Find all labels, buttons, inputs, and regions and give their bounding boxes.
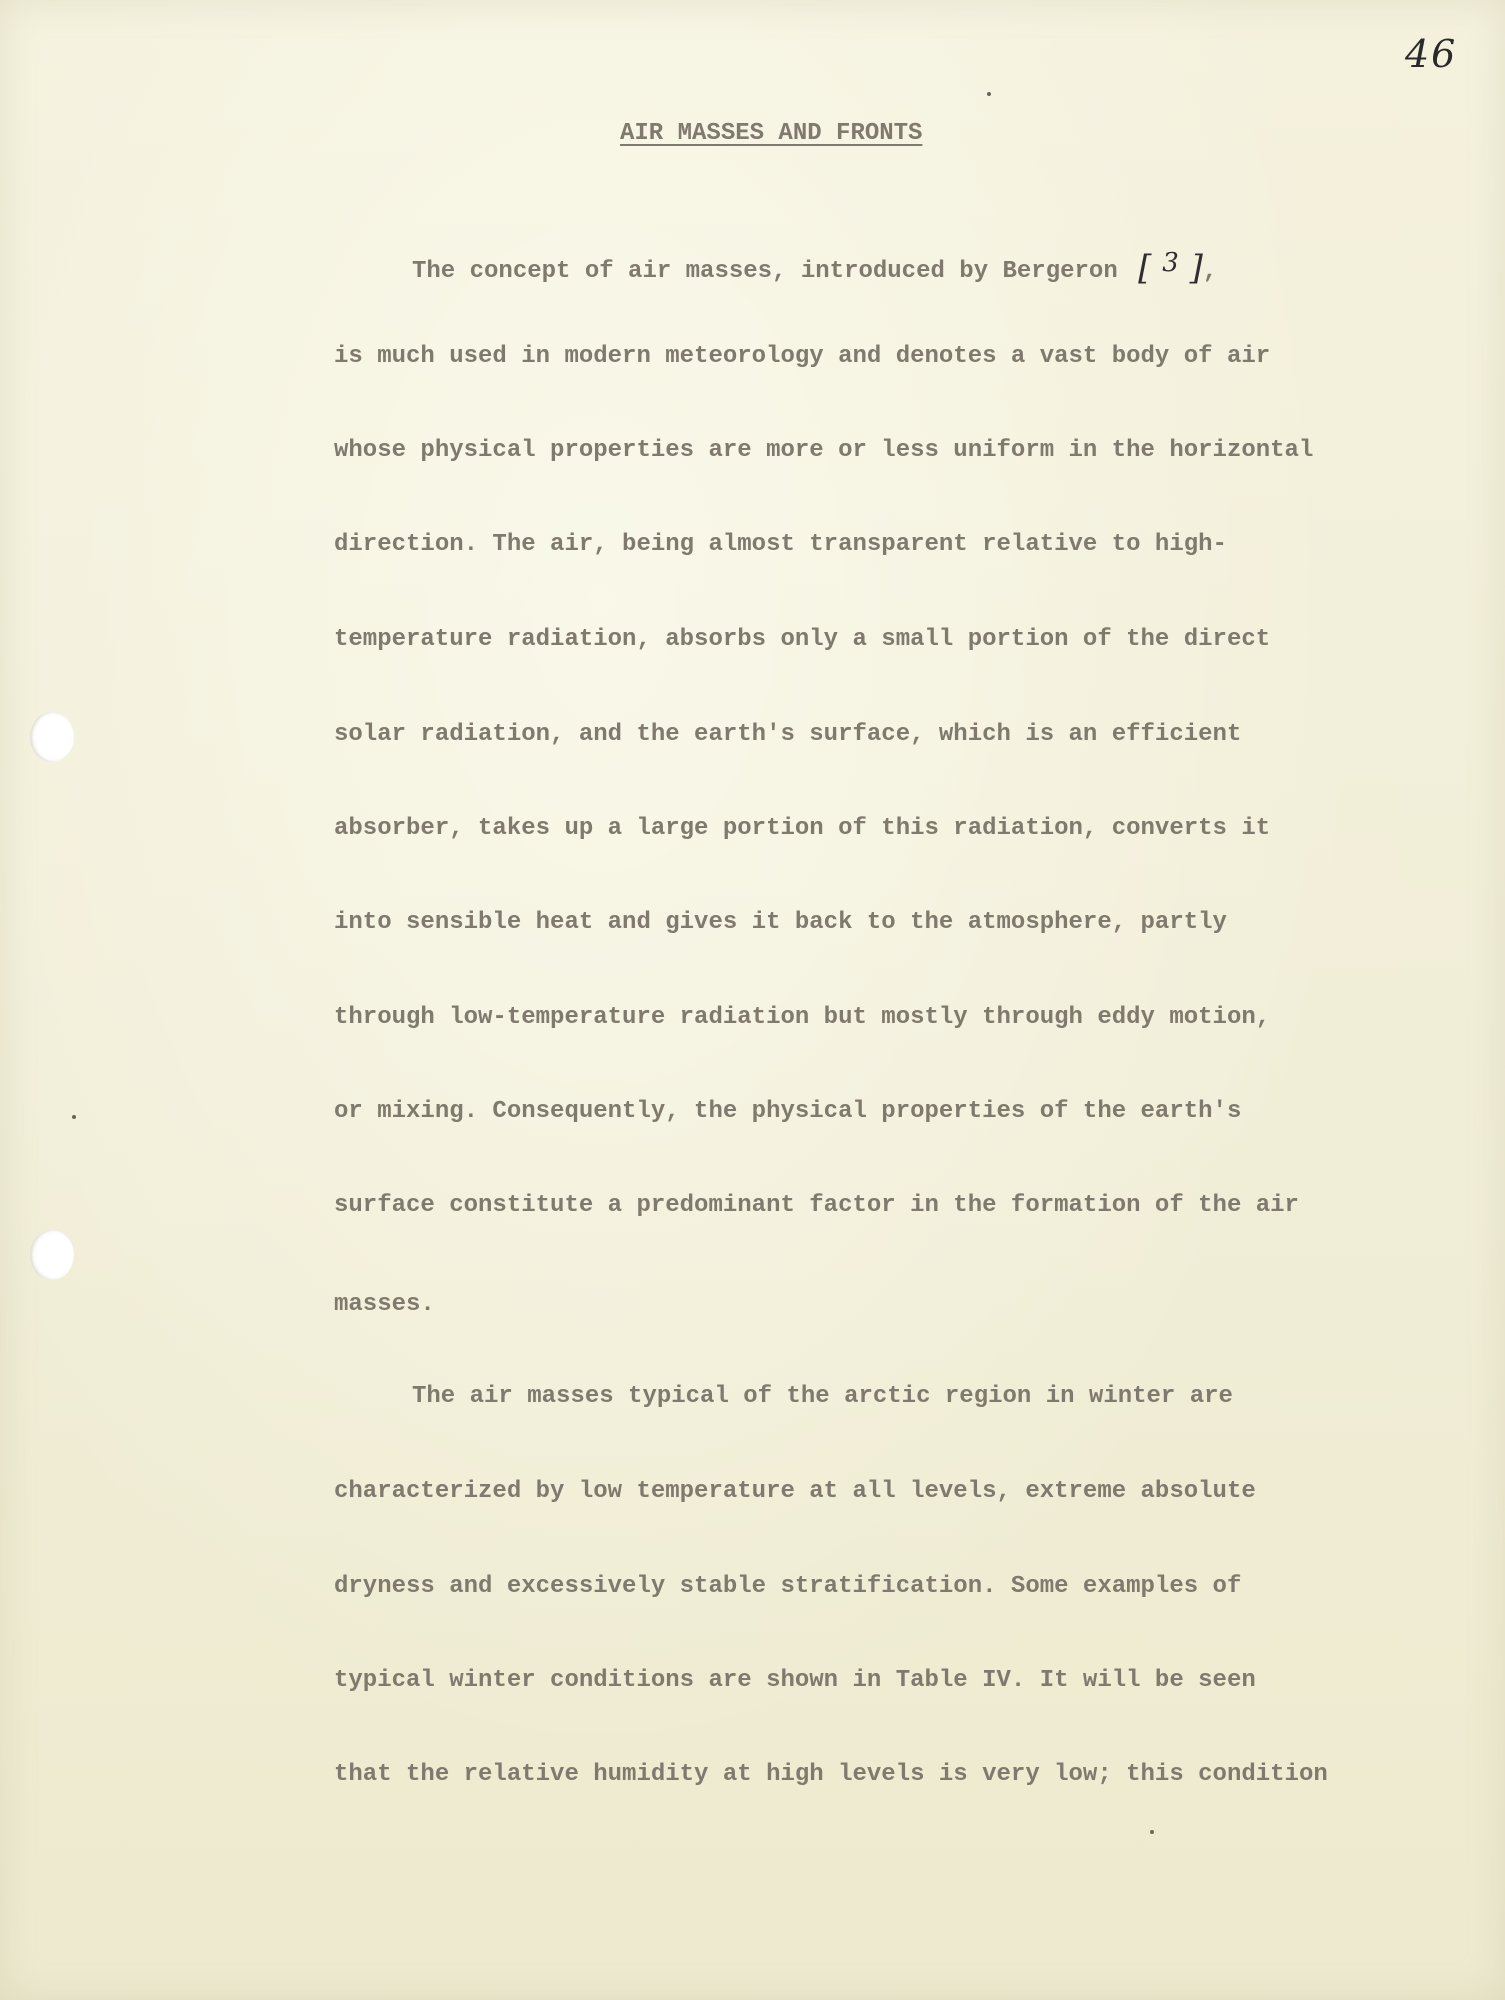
paragraph1-line: or mixing. Consequently, the physical properties of the earth's xyxy=(334,1098,1242,1125)
paragraph2-line: dryness and excessively stable stratification. Some examples of xyxy=(334,1573,1242,1600)
paragraph2-line: that the relative humidity at high levels is very low; this condition xyxy=(334,1761,1328,1788)
paragraph1-line1-comma: , xyxy=(1202,258,1218,285)
paragraph2-line: The air masses typical of the arctic region in winter are xyxy=(412,1383,1233,1410)
paragraph1-line: into sensible heat and gives it back to the atmosphere, partly xyxy=(334,909,1227,936)
paper-speck xyxy=(987,92,991,96)
paragraph1-line1 xyxy=(412,248,1217,287)
paragraph1-line: masses. xyxy=(334,1291,435,1318)
handwritten-page-number: 46 xyxy=(1405,32,1458,76)
paragraph2-line: characterized by low temperature at all levels, extreme absolute xyxy=(334,1478,1256,1505)
paragraph1-line: through low-temperature radiation but mostly through eddy motion, xyxy=(334,1004,1271,1031)
paper-speck xyxy=(72,1115,76,1119)
handwritten-citation: [ $^3$ ] xyxy=(1138,248,1203,288)
paragraph1-line: absorber, takes up a large portion of this radiation, converts it xyxy=(334,815,1271,842)
paragraph1-line: direction. The air, being almost transparent relative to high- xyxy=(334,531,1227,558)
punch-hole xyxy=(30,1230,74,1280)
paper-speck xyxy=(1150,1830,1154,1834)
citation-number: 3 xyxy=(1162,248,1179,278)
paragraph1-line: solar radiation, and the earth's surface, which is an efficient xyxy=(334,721,1242,748)
paragraph2-line: typical winter conditions are shown in Table IV. It will be seen xyxy=(334,1667,1256,1694)
paragraph1-line: whose physical properties are more or less uniform in the horizontal xyxy=(334,437,1314,464)
paragraph1-line1-text: The concept of air masses, introduced by Bergeron xyxy=(412,258,1118,285)
page-title: AIR MASSES AND FRONTS xyxy=(620,120,923,147)
paragraph1-line: surface constitute a predominant factor in the formation of the air xyxy=(334,1192,1299,1219)
paragraph1-line: temperature radiation, absorbs only a small portion of the direct xyxy=(334,626,1271,653)
punch-hole xyxy=(30,712,74,762)
paragraph1-line: is much used in modern meteorology and denotes a vast body of air xyxy=(334,343,1271,370)
